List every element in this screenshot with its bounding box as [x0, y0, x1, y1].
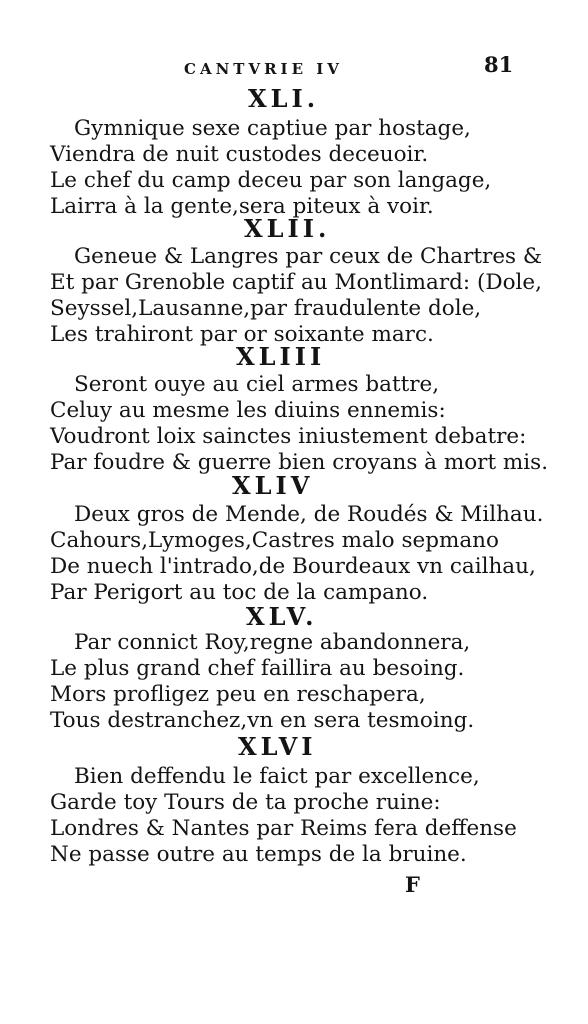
verse-line: Seyssel,Lausanne,par fraudulente dole,	[50, 296, 482, 321]
verse-line: Londres & Nantes par Reims fera deffense	[50, 816, 517, 841]
verse-line: Garde toy Tours de ta proche ruine:	[50, 790, 441, 815]
verse-line: Par connict Roy,regne abandonnera,	[74, 630, 471, 655]
verse-line: Mors profligez peu en reschapera,	[50, 682, 426, 707]
quatrain-number: XLVI	[238, 732, 317, 761]
verse-line: Viendra de nuit custodes deceuoir.	[50, 142, 429, 167]
verse-line: Geneue & Langres par ceux de Chartres &	[74, 244, 543, 269]
verse-line: Deux gros de Mende, de Roudés & Milhau.	[74, 502, 544, 527]
verse-line: Seront ouye au ciel armes battre,	[74, 372, 440, 397]
verse-line: Celuy au mesme les diuins ennemis:	[50, 398, 446, 423]
verse-line: Gymnique sexe captiue par hostage,	[74, 116, 471, 141]
verse-line: Les trahiront par or soixante marc.	[50, 322, 434, 347]
verse-line: Cahours,Lymoges,Castres malo sepmano	[50, 528, 499, 553]
running-head: CANTVRIE IV	[184, 60, 343, 78]
verse-line: Et par Grenoble captif au Montlimard: (Dole,	[50, 270, 542, 295]
quatrain-number: XLIII	[236, 342, 326, 371]
verse-line: Voudront loix sainctes iniustement debatre:	[50, 424, 527, 449]
verse-line: Tous destranchez,vn en sera tesmoing.	[50, 708, 475, 733]
verse-line: Le chef du camp deceu par son langage,	[50, 168, 492, 193]
quatrain-number: XLIV	[232, 471, 314, 500]
verse-line: Lairra à la gente,sera piteux à voir.	[50, 194, 434, 219]
verse-line: Bien deffendu le faict par excellence,	[74, 764, 480, 789]
signature-mark: F	[405, 872, 420, 897]
verse-line: Le plus grand chef faillira au besoing.	[50, 656, 465, 681]
quatrain-number: XLII.	[244, 214, 331, 243]
verse-line: Par foudre & guerre bien croyans à mort mis.	[50, 450, 549, 475]
page-number: 81	[484, 52, 514, 77]
quatrain-number: XLV.	[246, 602, 318, 631]
verse-line: Par Perigort au toc de la campano.	[50, 580, 429, 605]
quatrain-number: XLI.	[248, 84, 320, 113]
verse-line: Ne passe outre au temps de la bruine.	[50, 842, 467, 867]
verse-line: De nuech l'intrado,de Bourdeaux vn cailhau,	[50, 554, 536, 579]
